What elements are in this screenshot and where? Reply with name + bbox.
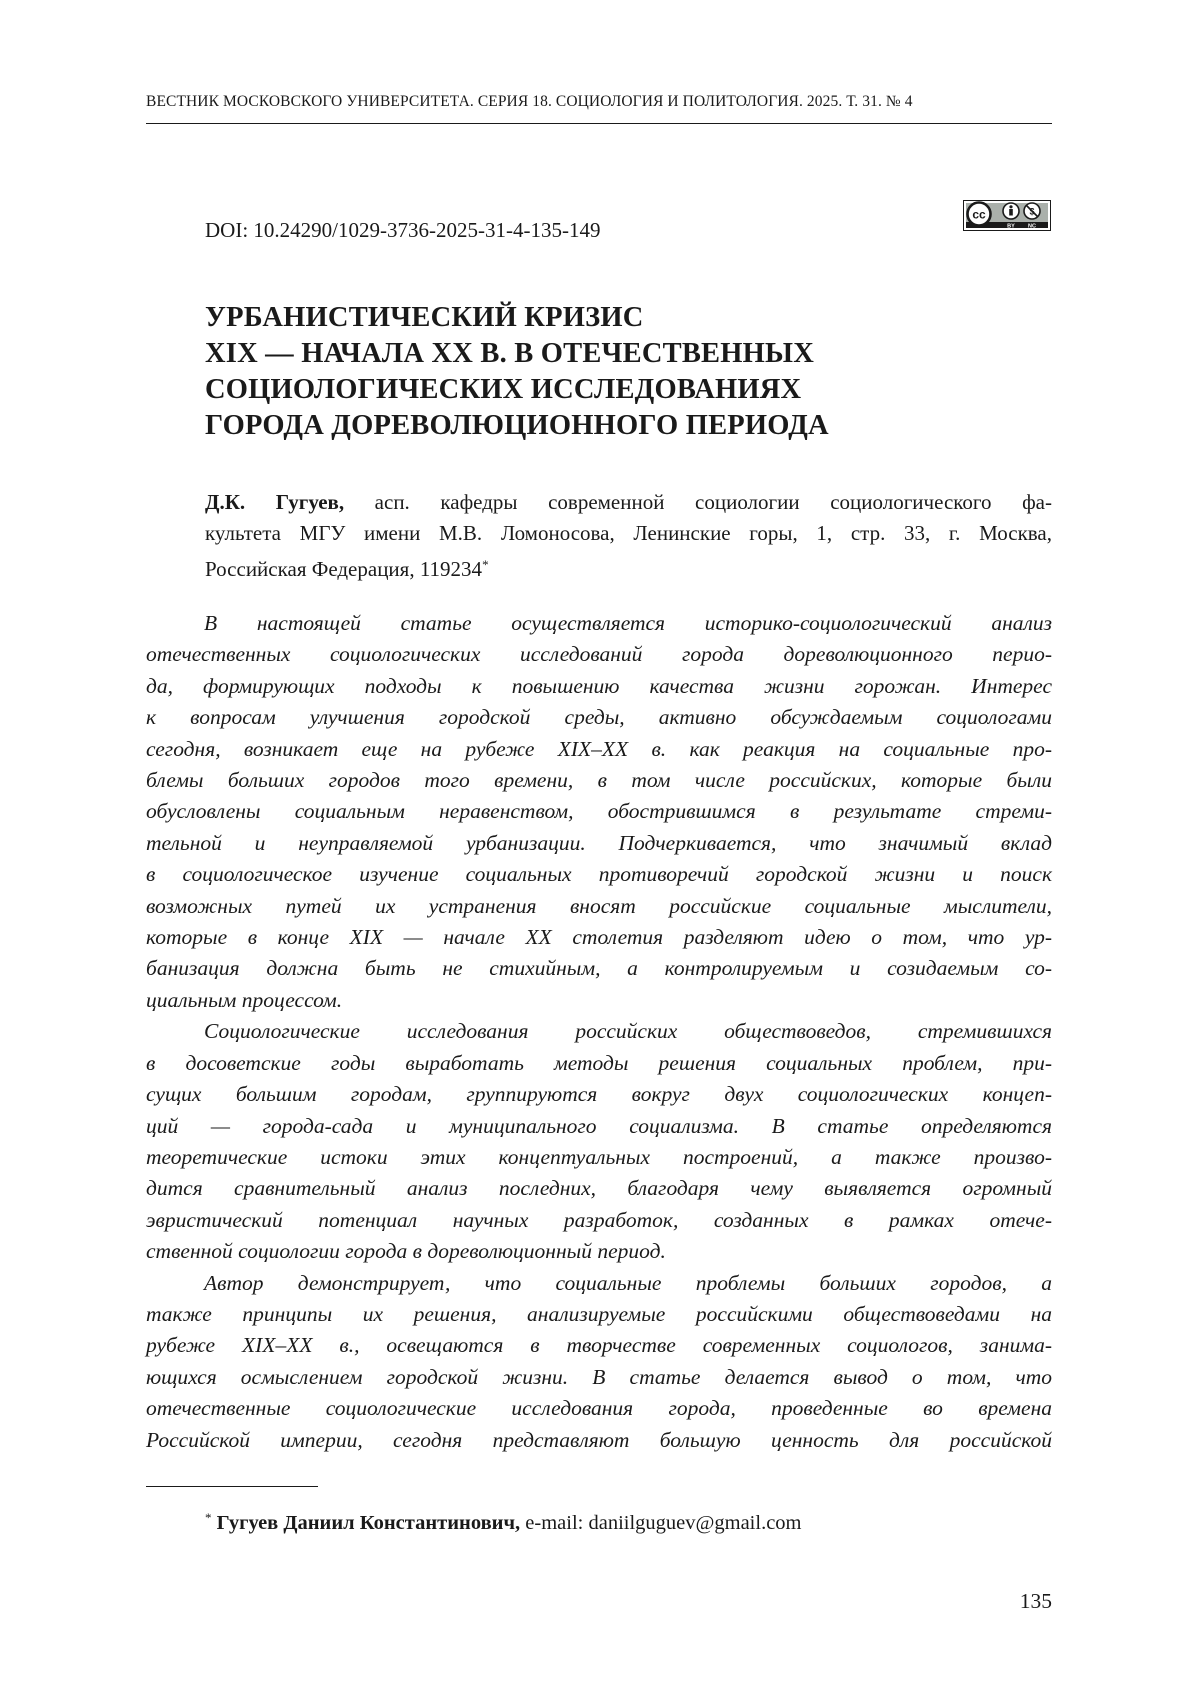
title-line: СОЦИОЛОГИЧЕСКИХ ИССЛЕДОВАНИЯХ — [205, 372, 1005, 408]
abstract-line: ций — города-сада и муниципального социализма. В статье определяются — [146, 1111, 1052, 1142]
author-block — [205, 487, 1052, 585]
page-number: 135 — [1010, 1589, 1052, 1614]
author-affiliation: асп. кафедры современной социологии социологического фа- — [344, 490, 1052, 514]
running-head: ВЕСТНИК МОСКОВСКОГО УНИВЕРСИТЕТА. СЕРИЯ 18. СОЦИОЛОГИЯ И ПОЛИТОЛОГИЯ. 2025. Т. 31. № 4 — [146, 93, 1052, 111]
abstract-line: ственной социологии города в дореволюционный период. — [146, 1236, 1052, 1267]
author-line — [205, 487, 1052, 518]
doi-link[interactable]: DOI: 10.24290/1029-3736-2025-31-4-135-149 — [205, 218, 600, 243]
abstract-line: Российской империи, сегодня представляют большую ценность для российской — [146, 1425, 1052, 1456]
title-line: XIX — НАЧАЛА XX В. В ОТЕЧЕСТВЕННЫХ — [205, 336, 1005, 372]
abstract-line: сегодня, возникает еще на рубеже XIX–XX в. как реакция на социальные про- — [146, 734, 1052, 765]
abstract-line: Автор демонстрирует, что социальные проблемы больших городов, а — [146, 1268, 1052, 1299]
abstract-line: блемы больших городов того времени, в том числе российских, которые были — [146, 765, 1052, 796]
abstract-line: циальным процессом. — [146, 985, 1052, 1016]
abstract-line: обусловлены социальным неравенством, обострившимся в результате стреми- — [146, 796, 1052, 827]
abstract-line: сущих большим городам, группируются вокруг двух социологических концеп- — [146, 1079, 1052, 1110]
author-line — [205, 549, 1052, 585]
abstract-line: к вопросам улучшения городской среды, активно обсуждаемым социологами — [146, 702, 1052, 733]
abstract-line: отечественных социологических исследований города дореволюционного перио- — [146, 639, 1052, 670]
svg-text:$: $ — [1029, 207, 1034, 217]
footnote — [205, 1510, 802, 1535]
abstract-line: которые в конце XIX — начале XX столетия разделяют идею о том, что ур- — [146, 922, 1052, 953]
nc-label: NC — [1028, 224, 1036, 230]
abstract-line: в социологическое изучение социальных противоречий городской жизни и поиск — [146, 859, 1052, 890]
title-line: УРБАНИСТИЧЕСКИЙ КРИЗИС — [205, 300, 1005, 336]
footnote-email[interactable]: e-mail: daniilguguev@gmail.com — [520, 1512, 801, 1534]
title-line: ГОРОДА ДОРЕВОЛЮЦИОННОГО ПЕРИОДА — [205, 408, 1005, 444]
footnote-author-name: Гугуев Даниил Константинович, — [212, 1512, 521, 1534]
abstract-line: также принципы их решения, анализируемые российскими обществоведами на — [146, 1299, 1052, 1330]
abstract-line: тельной и неуправляемой урбанизации. Подчеркивается, что значимый вклад — [146, 828, 1052, 859]
abstract — [146, 608, 1052, 1456]
abstract-line: возможных путей их устранения вносят российские социальные мыслители, — [146, 891, 1052, 922]
footnote-mark[interactable]: * — [482, 557, 489, 572]
abstract-line: В настоящей статье осуществляется историко-социологический анализ — [146, 608, 1052, 639]
cc-by-nc-icon[interactable] — [963, 200, 1051, 231]
abstract-line: отечественные социологические исследования города, проведенные во времена — [146, 1393, 1052, 1424]
cc-label: cc — [972, 208, 986, 222]
author-line: культета МГУ имени М.В. Ломоносова, Ленинские горы, 1, стр. 33, г. Москва, — [205, 518, 1052, 549]
abstract-line: эвристический потенциал научных разработок, созданных в рамках отече- — [146, 1205, 1052, 1236]
abstract-line: ющихся осмыслением городской жизни. В статье делается вывод о том, что — [146, 1362, 1052, 1393]
by-label: BY — [1007, 224, 1015, 230]
abstract-line: рубеже XIX–XX в., освещаются в творчестве современных социологов, занима- — [146, 1330, 1052, 1361]
author-name: Д.К. Гугуев, — [205, 490, 344, 514]
footnote-mark: * — [205, 1510, 212, 1525]
abstract-line: дится сравнительный анализ последних, благодаря чему выявляется огромный — [146, 1173, 1052, 1204]
abstract-line: да, формирующих подходы к повышению качества жизни горожан. Интерес — [146, 671, 1052, 702]
abstract-line: банизация должна быть не стихийным, а контролируемым и созидаемым со- — [146, 953, 1052, 984]
footnote-rule — [146, 1486, 318, 1487]
header-rule — [146, 123, 1052, 124]
abstract-line: теоретические истоки этих концептуальных построений, а также произво- — [146, 1142, 1052, 1173]
abstract-line: Социологические исследования российских обществоведов, стремившихся — [146, 1016, 1052, 1047]
abstract-line: в досоветские годы выработать методы решения социальных проблем, при- — [146, 1048, 1052, 1079]
article-title — [205, 300, 1005, 444]
author-affiliation: Российская Федерация, 119234 — [205, 557, 482, 581]
